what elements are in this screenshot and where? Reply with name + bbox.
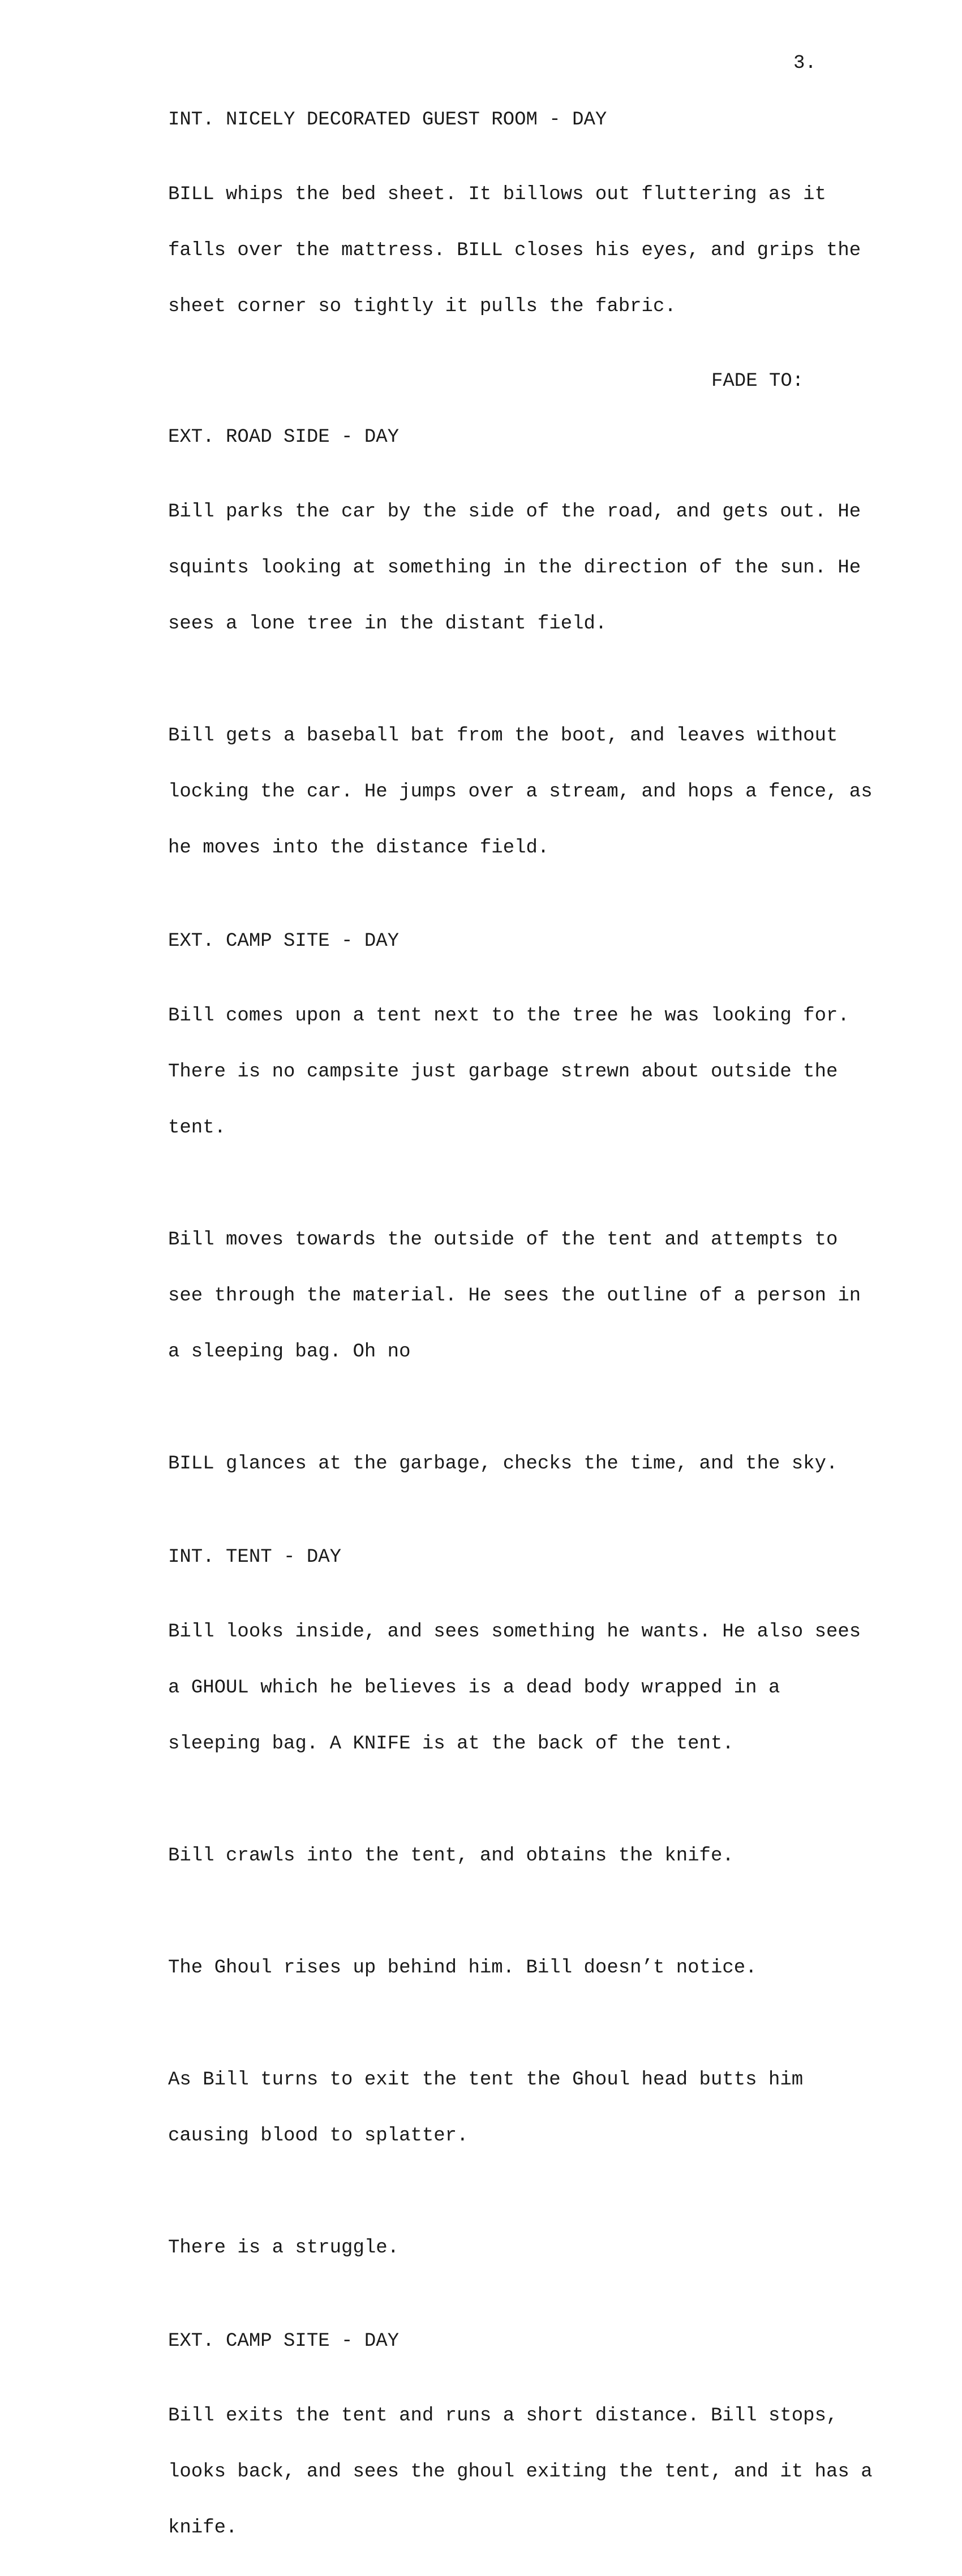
action-line: a sleeping bag. Oh no [168,1341,411,1363]
action-paragraph [168,970,847,1175]
scene [168,427,873,895]
action-line: Bill moves towards the outside of the tent and attempts to [168,1229,838,1251]
action-line: sheet corner so tightly it pulls the fabric. [168,296,676,317]
scene-heading: EXT. ROAD SIDE - DAY [168,427,400,448]
action-line: looks back, and sees the ghoul exiting the tent, and it has a [168,2461,873,2483]
scene-spacer [168,1511,847,1548]
scene [168,1547,861,2295]
action-line: tent. [168,1117,226,1139]
action-line: Bill exits the tent and runs a short distance. Bill stops, [168,2405,838,2427]
action-line: Bill parks the car by the side of the road, and gets out. He [168,501,861,523]
action-line: The Ghoul rises up behind him. Bill doesn’t notice. [168,1957,757,1979]
scene [168,2331,873,2575]
scene-spacer [168,2295,847,2332]
scene-spacer [168,895,847,932]
action-line: causing blood to splatter. [168,2125,469,2147]
scene-heading: EXT. CAMP SITE - DAY [168,931,400,952]
action-paragraph [168,148,861,354]
scene-heading: INT. NICELY DECORATED GUEST ROOM - DAY [168,109,607,131]
action-paragraph [168,690,873,895]
scene-heading: EXT. CAMP SITE - DAY [168,2331,400,2352]
action-line: he moves into the distance field. [168,837,549,859]
action-line: BILL glances at the garbage, checks the time, and the sky. [168,1453,838,1475]
action-line: falls over the mattress. BILL closes his eyes, and grips the [168,240,861,261]
action-line: see through the material. He sees the outline of a person in [168,1285,861,1307]
action-line: Bill looks inside, and sees something he wants. He also sees [168,1621,861,1643]
action-line: Bill comes upon a tent next to the tree he was looking for. [168,1005,849,1027]
action-line: There is no campsite just garbage strewn about outside the [168,1061,838,1083]
action-line: a GHOUL which he believes is a dead body wrapped in a [168,1677,780,1699]
scene-spacer [168,391,847,428]
action-line: There is a struggle. [168,2237,400,2259]
action-paragraph [168,1586,861,1791]
action-paragraph [168,2370,873,2575]
action-paragraph [168,2202,847,2295]
action-paragraph [168,2034,847,2183]
action-line: squints looking at something in the direction of the sun. He [168,557,861,579]
action-line: sleeping bag. A KNIFE is at the back of the tent. [168,1733,734,1755]
scene [168,931,861,1511]
page-number: 3. [793,53,817,74]
action-paragraph [168,1922,847,2015]
action-paragraph [168,466,861,671]
action-line: Bill crawls into the tent, and obtains the knife. [168,1845,734,1867]
action-paragraph [168,1418,847,1511]
scene-heading: INT. TENT - DAY [168,1547,342,1568]
action-paragraph [168,1194,861,1399]
action-line: As Bill turns to exit the tent the Ghoul head butts him [168,2069,804,2091]
action-line: BILL whips the bed sheet. It billows out fluttering as it [168,184,826,205]
action-line: locking the car. He jumps over a stream, and hops a fence, as [168,781,873,803]
action-line: knife. [168,2517,238,2539]
scene [168,109,861,392]
action-line: Bill gets a baseball bat from the boot, and leaves without [168,725,838,747]
action-paragraph [168,1810,847,1903]
transition: FADE TO: [711,371,804,392]
action-line: sees a lone tree in the distant field. [168,613,607,635]
script-body [168,109,873,2575]
